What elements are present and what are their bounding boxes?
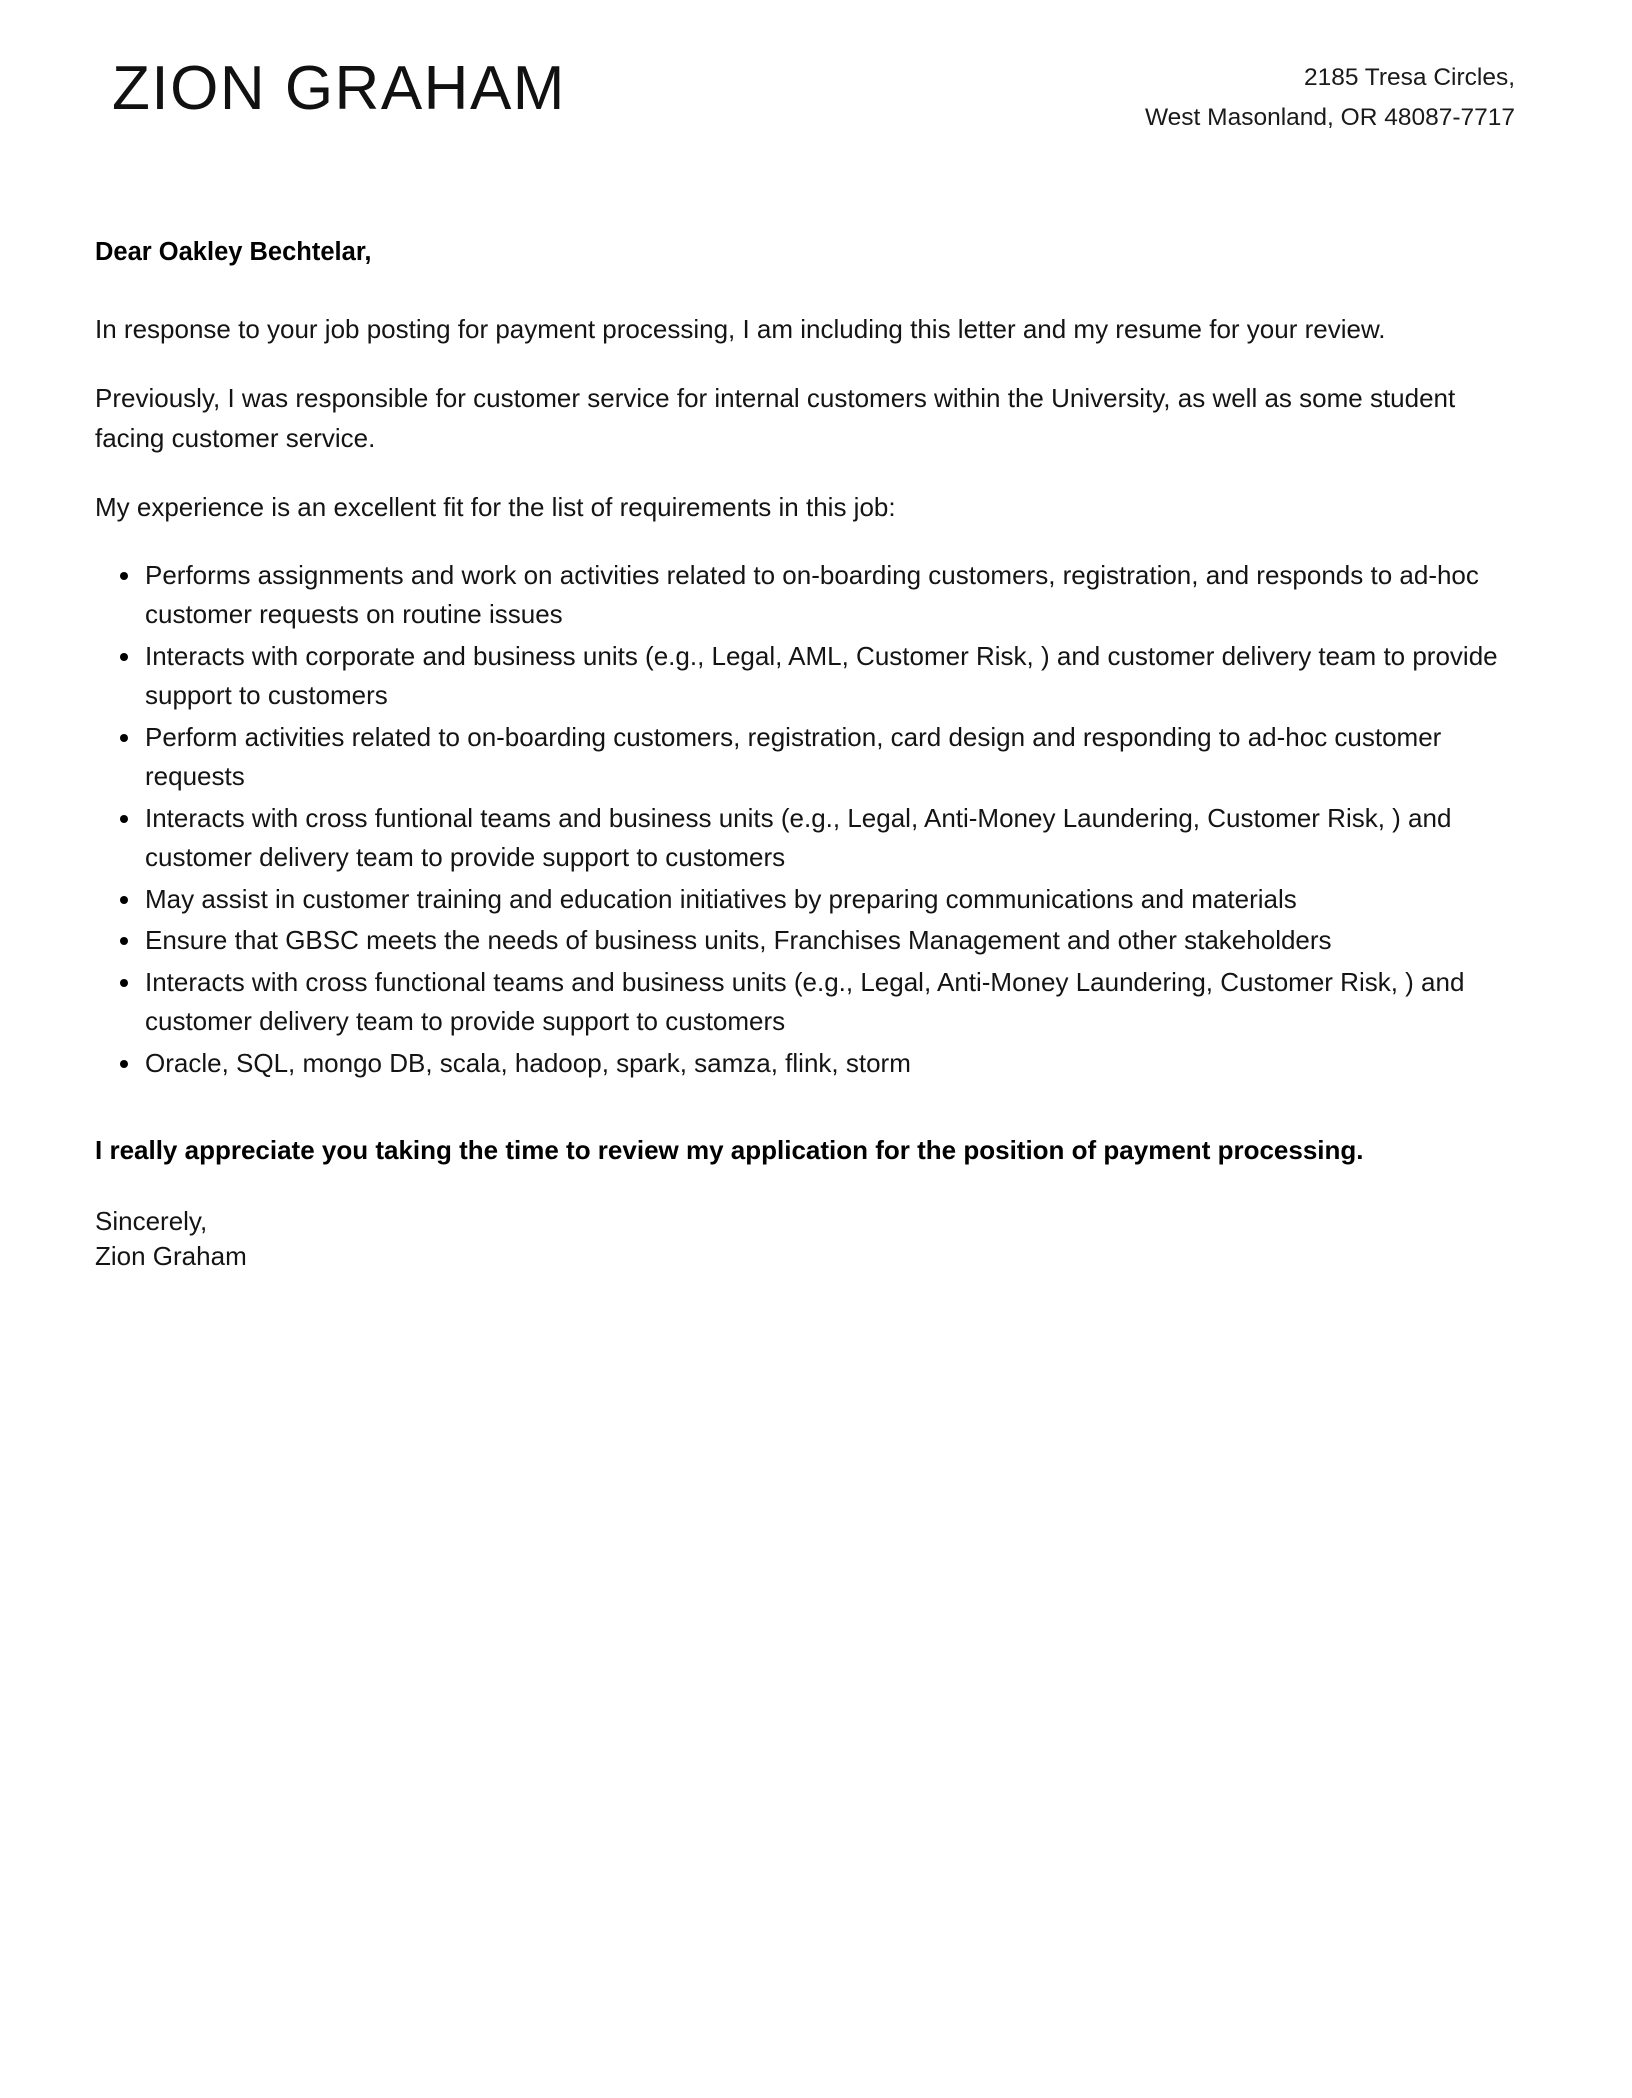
address-line-2: West Masonland, OR 48087-7717 bbox=[1145, 103, 1515, 131]
letter-body bbox=[0, 233, 1632, 1274]
list-item: Interacts with cross functional teams and business units (e.g., Legal, Anti-Money Laundering, Customer Risk, ) and customer delivery team to provide support to customers bbox=[95, 963, 1530, 1042]
list-item: Interacts with cross funtional teams and business units (e.g., Legal, Anti-Money Laundering, Customer Risk, ) and customer delivery team to provide support to customers bbox=[95, 799, 1530, 878]
salutation: Dear Oakley Bechtelar, bbox=[95, 238, 372, 267]
requirements-intro-paragraph: My experience is an excellent fit for the list of requirements in this job: bbox=[95, 492, 896, 523]
signature-block bbox=[95, 1204, 1530, 1274]
list-item: Oracle, SQL, mongo DB, scala, hadoop, spark, samza, flink, storm bbox=[95, 1044, 1530, 1084]
requirements-list bbox=[95, 556, 1530, 1084]
list-item: Performs assignments and work on activities related to on-boarding customers, registration, and responds to ad-hoc customer requests on routine issues bbox=[95, 556, 1530, 635]
intro-paragraph: In response to your job posting for payment processing, I am including this letter and my resume for your review. bbox=[95, 313, 1386, 344]
list-item: May assist in customer training and education initiatives by preparing communications and materials bbox=[95, 880, 1530, 920]
applicant-name-heading: ZION GRAHAM bbox=[112, 54, 566, 123]
closing-statement: I really appreciate you taking the time to review my application for the position of payment processing. bbox=[95, 1135, 1364, 1166]
address-line-1: 2185 Tresa Circles, bbox=[1303, 64, 1515, 91]
signoff-closing: Sincerely, bbox=[95, 1206, 208, 1237]
list-item: Ensure that GBSC meets the needs of business units, Franchises Management and other stakeholders bbox=[95, 921, 1530, 961]
signoff-name: Zion Graham bbox=[95, 1241, 247, 1272]
list-item: Interacts with corporate and business units (e.g., Legal, AML, Customer Risk, ) and customer delivery team to provide support to customers bbox=[95, 637, 1530, 716]
applicant-address-block bbox=[1145, 48, 1515, 137]
experience-paragraph: Previously, I was responsible for customer service for internal customers within the University, as well as some student facing customer service. bbox=[95, 383, 1456, 453]
list-item: Perform activities related to on-boarding customers, registration, card design and responding to ad-hoc customer requests bbox=[95, 718, 1530, 797]
letter-header bbox=[0, 0, 1632, 137]
